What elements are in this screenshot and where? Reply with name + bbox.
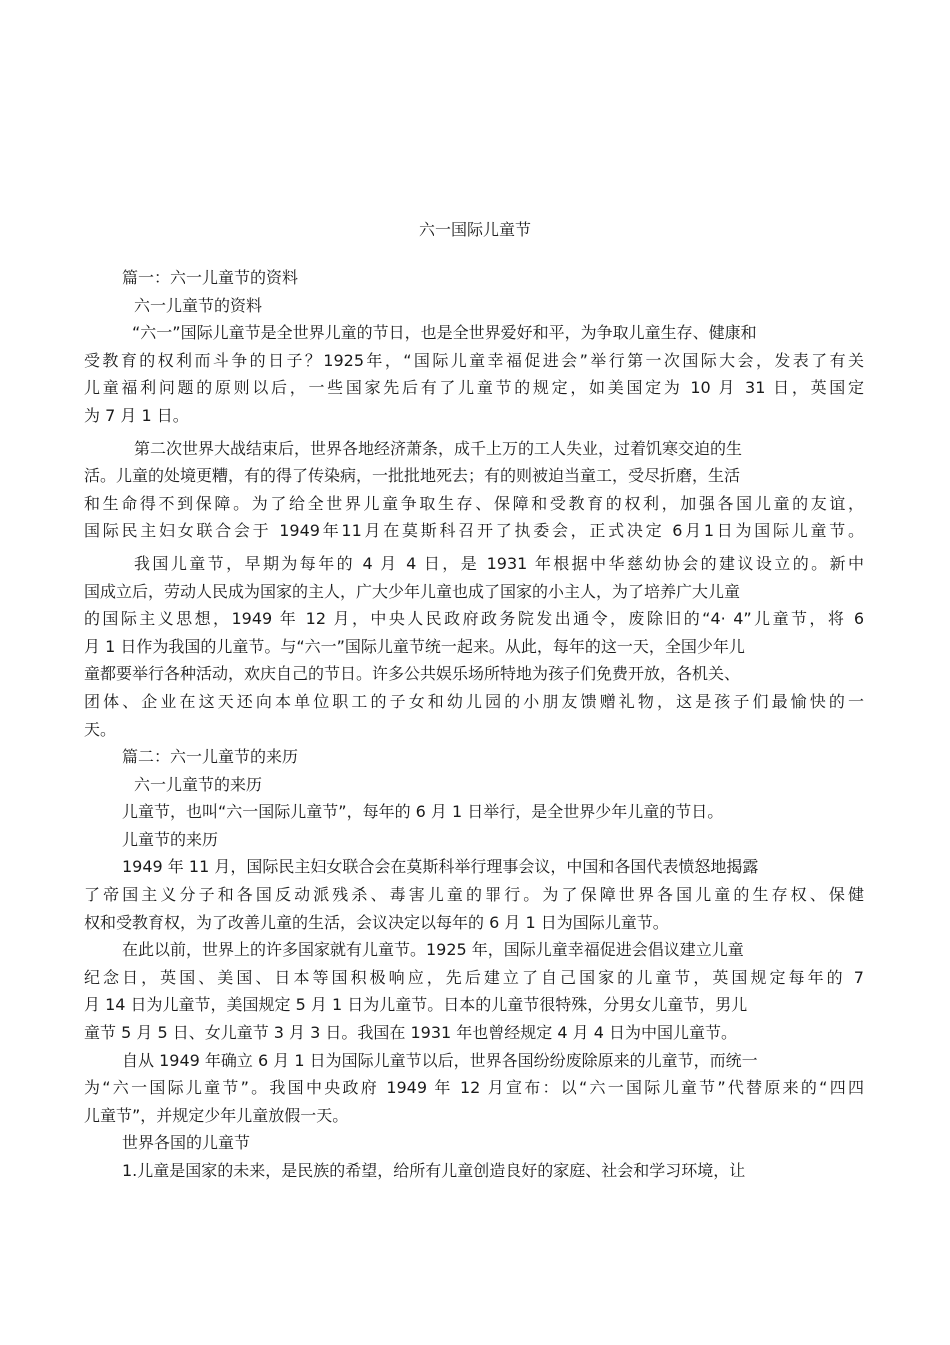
text-line: 纪念日，英国、美国、日本等国积极响应，先后建立了自己国家的儿童节，英国规定每年的 7 (84, 967, 864, 987)
text-line: 六一儿童节的来历 (134, 774, 263, 794)
text-line: 童都要举行各种活动，欢庆自己的节日。许多公共娱乐场所特地为孩子们免费开放，各机关、 (84, 664, 741, 684)
text-line: 自从 1949 年确立 6 月 1 日为国际儿童节以后，世界各国纷纷废除原来的儿童节，而统一 (122, 1050, 758, 1070)
text-line: 我国儿童节，早期为每年的 4 月 4 日，是 1931 年根据中华慈幼协会的建议设立的。新中 (134, 553, 864, 573)
text-line: 受教育的权利而斗争的日子？1925年，“国际儿童幸福促进会”举行第一次国际大会，发表了有关 (84, 350, 864, 370)
text-line: 1.儿童是国家的未来，是民族的希望，给所有儿童创造良好的家庭、社会和学习环境，让 (122, 1161, 746, 1180)
text-line: 儿童福利问题的原则以后，一些国家先后有了儿童节的规定，如美国定为 10 月 31 日，英国定 (84, 378, 864, 398)
text-line: 为“六一国际儿童节”。我国中央政府 1949 年 12 月宣布：以“六一国际儿童节”代替原来的“四四 (84, 1078, 864, 1098)
text-line: 了帝国主义分子和各国反动派残杀、毒害儿童的罪行。为了保障世界各国儿童的生存权、保健 (84, 885, 864, 905)
text-line: 在此以前，世界上的许多国家就有儿童节。1925 年，国际儿童幸福促进会倡议建立儿童 (122, 940, 744, 960)
text-line: 六一儿童节的资料 (134, 295, 263, 315)
text-line: 儿童节”，并规定少年儿童放假一天。 (84, 1105, 349, 1125)
text-line: 权和受教育权，为了改善儿童的生活，会议决定以每年的 6 月 1 日为国际儿童节。 (84, 912, 669, 932)
text-line: 童节 5 月 5 日、女儿童节 3 月 3 日。我国在 1931 年也曾经规定 4 月 4 日为中国儿童节。 (84, 1023, 738, 1043)
text-line: 世界各国的儿童节 (122, 1133, 251, 1153)
document-title: 六一国际儿童节 (418, 220, 531, 239)
text-line: 为 7 月 1 日。 (84, 405, 189, 425)
text-line: 团体、企业在这天还向本单位职工的子女和幼儿园的小朋友馈赠礼物，这是孩子们最愉快的一 (84, 691, 864, 711)
text-line: 月 14 日为儿童节，美国规定 5 月 1 日为儿童节。日本的儿童节很特殊，分男女儿童节，男儿 (84, 995, 748, 1015)
text-line: “六一”国际儿童节是全世界儿童的节日，也是全世界爱好和平，为争取儿童生存、健康和 (132, 323, 757, 343)
text-line: 和生命得不到保障。为了给全世界儿童争取生存、保障和受教育的权利，加强各国儿童的友谊， (84, 493, 864, 513)
document-body (84, 264, 864, 1185)
text-line: 1949 年 11 月，国际民主妇女联合会在莫斯科举行理事会议，中国和各国代表愤怒地揭露 (122, 857, 759, 877)
text-line: 月 1 日作为我国的儿童节。与“六一”国际儿童节统一起来。从此，每年的这一天，全国少年儿 (84, 636, 745, 656)
text-line: 篇二：六一儿童节的来历 (122, 747, 299, 767)
text-line: 的国际主义思想，1949 年 12 月，中央人民政府政务院发出通令，废除旧的“4· 4”儿童节，将 6 (84, 609, 864, 629)
text-line: 儿童节的来历 (122, 829, 219, 849)
text-line: 活。儿童的处境更糟，有的得了传染病，一批批地死去；有的则被迫当童工，受尽折磨，生活 (84, 466, 741, 486)
text-line: 儿童节，也叫“六一国际儿童节”，每年的 6 月 1 日举行，是全世界少年儿童的节日。 (122, 802, 724, 822)
text-line: 国成立后，劳动人民成为国家的主人，广大少年儿童也成了国家的小主人，为了培养广大儿童 (84, 581, 741, 601)
text-line: 天。 (84, 719, 117, 739)
text-line: 国际民主妇女联合会于 1949年11月在莫斯科召开了执委会，正式决定 6月1日为国际儿童节。 (84, 521, 864, 541)
text-line: 第二次世界大战结束后，世界各地经济萧条，成千上万的工人失业，过着饥寒交迫的生 (134, 438, 743, 458)
text-line: 篇一：六一儿童节的资料 (122, 268, 299, 287)
